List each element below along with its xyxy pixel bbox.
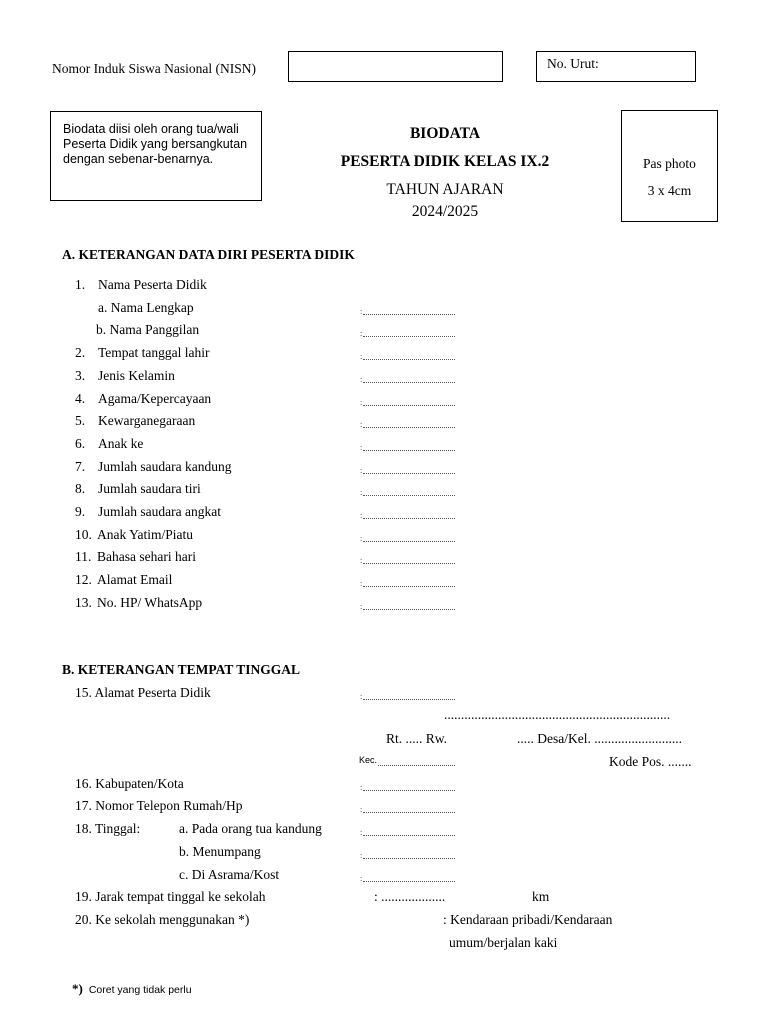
- item-input-dotline[interactable]: [363, 358, 455, 360]
- no-urut-field[interactable]: [536, 51, 696, 82]
- item-colon: :: [360, 329, 363, 339]
- item-number: 3.: [75, 367, 86, 383]
- item-colon: :: [360, 397, 363, 407]
- alamat-colon: :: [360, 692, 363, 701]
- photo-label: Pas photo: [643, 156, 696, 171]
- tinggal-a-colon: :: [360, 828, 363, 837]
- no-urut-label: No. Urut:: [547, 56, 599, 71]
- item-colon: :: [360, 306, 363, 316]
- item-input-dotline[interactable]: [363, 562, 455, 564]
- item-input-dotline[interactable]: [363, 517, 455, 519]
- item-input-dotline[interactable]: [363, 335, 455, 337]
- telepon-colon: :: [360, 805, 363, 814]
- tinggal-c-colon: :: [360, 874, 363, 883]
- item-label: Bahasa sehari hari: [97, 549, 196, 565]
- item-colon: :: [360, 511, 363, 520]
- item-number: 10.: [75, 526, 92, 542]
- item-input-dotline[interactable]: [363, 381, 455, 383]
- item-input-dotline[interactable]: [363, 540, 455, 542]
- alamat-dotline: [363, 698, 455, 700]
- kabupaten-label: 16. Kabupaten/Kota: [75, 776, 184, 791]
- kec-label: Kec.: [359, 755, 378, 765]
- item-colon: :: [360, 601, 363, 611]
- item-colon: :: [360, 420, 363, 430]
- section-a-heading: A. KETERANGAN DATA DIRI PESERTA DIDIK: [62, 247, 355, 262]
- tinggal-option-a[interactable]: a. Pada orang tua kandung: [179, 821, 322, 836]
- title-tahun-ajaran: TAHUN AJARAN: [386, 181, 504, 198]
- item-input-dotline[interactable]: [363, 585, 455, 587]
- kabupaten-colon: :: [360, 783, 363, 792]
- item-input-dotline[interactable]: [363, 608, 455, 610]
- footnote-text: Coret yang tidak perlu: [88, 984, 192, 996]
- item-number: 1.: [75, 277, 86, 292]
- item-label: Alamat Email: [97, 572, 173, 588]
- alamat-line2[interactable]: ...................................................................: [444, 707, 671, 722]
- item-colon: :: [360, 488, 363, 498]
- tinggal-c-field[interactable]: [363, 880, 455, 882]
- item-colon: :: [360, 579, 363, 589]
- item-number: 2.: [75, 345, 86, 361]
- title-biodata: BIODATA: [409, 125, 481, 142]
- telepon-field[interactable]: [363, 811, 455, 813]
- item-input-dotline[interactable]: [363, 494, 455, 496]
- item-input-dotline[interactable]: [363, 426, 455, 428]
- item-number: 8.: [75, 481, 86, 497]
- footnote-mark: *): [72, 981, 83, 996]
- item-label: Jumlah saudara kandung: [98, 458, 232, 474]
- tinggal-option-c[interactable]: c. Di Asrama/Kost: [179, 867, 280, 882]
- transport-option-line1[interactable]: : Kendaraan pribadi/Kendaraan: [443, 912, 613, 927]
- title-year: 2024/2025: [411, 203, 479, 220]
- jarak-unit: km: [532, 889, 550, 904]
- tinggal-label: 18. Tinggal:: [75, 821, 141, 836]
- item-colon: :: [360, 533, 363, 543]
- item-colon: :: [360, 465, 363, 475]
- item-colon: :: [360, 442, 363, 452]
- item-label: Tempat tanggal lahir: [98, 345, 210, 361]
- item-label: Agama/Kepercayaan: [98, 390, 212, 406]
- rt-rw-label[interactable]: Rt. ..... Rw.: [386, 731, 448, 746]
- item-number: 6.: [75, 435, 86, 451]
- title-kelas: PESERTA DIDIK KELAS IX.2: [340, 153, 550, 170]
- item-label: Anak Yatim/Piatu: [97, 526, 194, 542]
- telepon-label: 17. Nomor Telepon Rumah/Hp: [75, 798, 243, 813]
- jarak-field[interactable]: : ...................: [374, 889, 446, 904]
- transport-option-line2[interactable]: umum/berjalan kaki: [449, 935, 558, 950]
- item-label: Jumlah saudara angkat: [98, 504, 221, 519]
- tinggal-a-field[interactable]: [363, 834, 455, 836]
- note-text: Biodata diisi oleh orang tua/wali Peserta Didik yang bersangkutan dengan sebenar-benarnya.: [63, 122, 248, 166]
- kabupaten-field[interactable]: [363, 789, 455, 791]
- nisn-field[interactable]: [288, 51, 503, 82]
- item-label: Nama Peserta Didik: [98, 277, 207, 292]
- item-input-dotline[interactable]: [363, 404, 455, 406]
- transport-label: 20. Ke sekolah menggunakan *): [75, 912, 250, 927]
- tinggal-b-field[interactable]: [363, 857, 455, 859]
- desa-label[interactable]: ..... Desa/Kel. ..........................: [517, 731, 682, 746]
- item-number: 12.: [75, 572, 92, 588]
- note-box: [50, 111, 262, 201]
- item-label: Anak ke: [98, 435, 144, 451]
- item-colon: :: [360, 556, 363, 566]
- kec-dotline[interactable]: [378, 764, 455, 766]
- item-number: 4.: [75, 390, 86, 406]
- item-input-dotline[interactable]: [363, 449, 455, 451]
- footnote: [72, 980, 192, 998]
- item-label: Kewarganegaraan: [98, 413, 196, 429]
- item-label: Jumlah saudara tiri: [98, 481, 201, 497]
- photo-size: 3 x 4cm: [647, 183, 692, 198]
- item-number: 5.: [75, 413, 86, 429]
- item-number: 13.: [75, 594, 92, 610]
- item-label: Jenis Kelamin: [98, 367, 175, 383]
- jarak-label: 19. Jarak tempat tinggal ke sekolah: [75, 889, 266, 904]
- item-colon: :: [360, 352, 363, 362]
- item-colon: :: [360, 374, 363, 384]
- alamat-label: 15. Alamat Peserta Didik: [75, 685, 211, 700]
- tinggal-b-colon: :: [360, 851, 363, 860]
- item-number: 11.: [75, 549, 92, 565]
- item-input-dotline[interactable]: [363, 472, 455, 474]
- item-input-dotline[interactable]: [363, 313, 455, 315]
- item-label: b. Nama Panggilan: [96, 322, 200, 338]
- item-number: 9.: [75, 504, 86, 519]
- nisn-label: Nomor Induk Siswa Nasional (NISN): [52, 61, 256, 76]
- section-b-heading: B. KETERANGAN TEMPAT TINGGAL: [62, 662, 301, 677]
- tinggal-option-b[interactable]: b. Menumpang: [179, 844, 261, 859]
- item-number: 7.: [75, 458, 86, 474]
- item-label: No. HP/ WhatsApp: [97, 594, 203, 610]
- item-label: a. Nama Lengkap: [98, 299, 194, 315]
- photo-box: [621, 110, 718, 222]
- kodepos-label[interactable]: Kode Pos. .......: [609, 754, 692, 769]
